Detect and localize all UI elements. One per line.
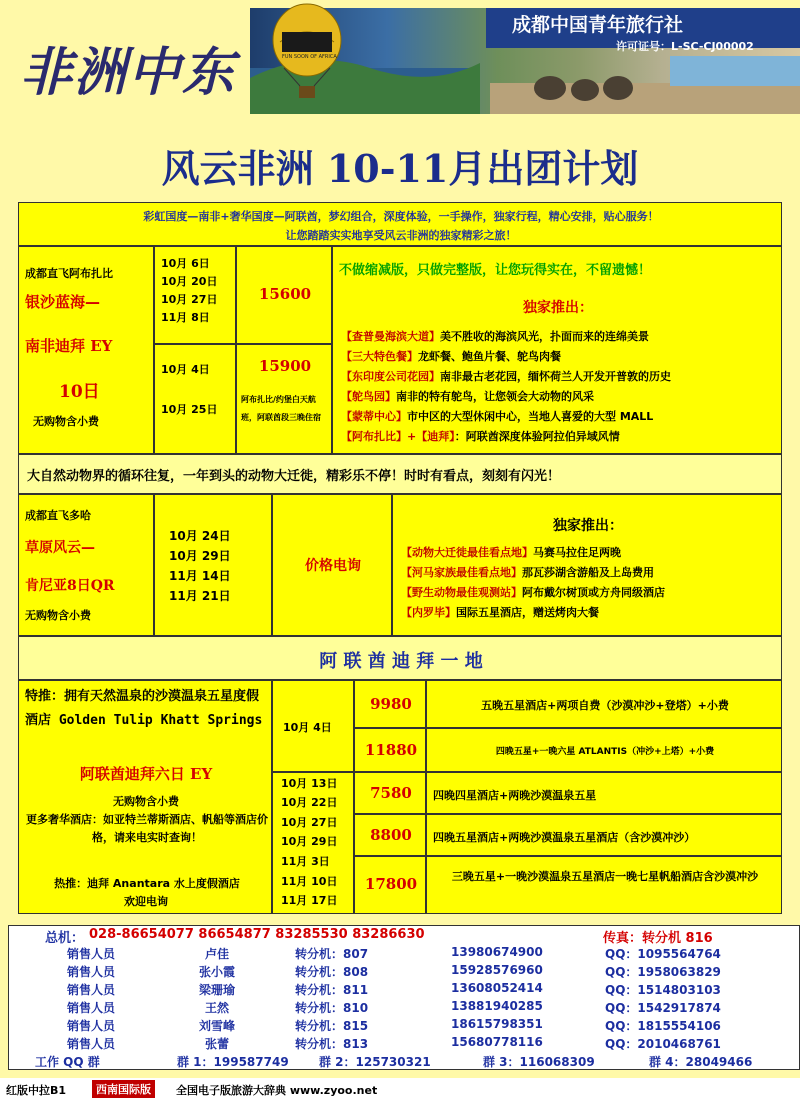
sa-feature xyxy=(341,387,594,407)
feature-text: 南非的特有鸵鸟，让您领会大动物的风采 xyxy=(396,390,594,403)
uae-special: 特推：拥有天然温泉的沙漠温泉五星度假酒店 Golden Tulip Khatt Springs xyxy=(25,689,263,728)
contact-panel xyxy=(8,925,800,1070)
uae-product-cell xyxy=(18,680,272,914)
staff-qq: QQ：1542917874 xyxy=(605,1001,721,1015)
staff-phone: 13608052414 xyxy=(451,981,543,995)
staff-qq: QQ：2010468761 xyxy=(605,1037,721,1051)
kenya-feature xyxy=(401,543,621,563)
footer-slogan: 全国电子版旅游大辞典 www.zyoo.net xyxy=(176,1084,378,1097)
uae-price-cell xyxy=(354,728,426,772)
uae-price-cell xyxy=(354,772,426,814)
feature-tag: 【查普曼海滨大道】 xyxy=(341,330,440,343)
staff-row xyxy=(9,998,800,1015)
license-number: 许可证号：L-SC-CJ00002 xyxy=(616,40,754,53)
staff-qq: QQ：1095564764 xyxy=(605,947,721,961)
kenya-banner xyxy=(18,454,782,494)
staff-name: 张小霞 xyxy=(199,965,236,979)
staff-ext: 转分机：813 xyxy=(295,1037,369,1051)
uae-desc-cell xyxy=(426,814,782,856)
sa-price-a: 15600 xyxy=(258,285,312,303)
feature-text: 龙虾餐、鲍鱼片餐、鸵鸟肉餐 xyxy=(418,350,561,363)
sa-origin: 成都直飞阿布扎比 xyxy=(25,267,113,280)
sa-price-b: 15900 xyxy=(258,357,312,375)
feature-text: 马赛马拉住足两晚 xyxy=(533,546,621,559)
uae-date-a-cell xyxy=(272,680,354,772)
staff-role: 销售人员 xyxy=(67,983,116,997)
feature-tag: 【鸵鸟园】 xyxy=(341,390,396,403)
kenya-name-1: 草原风云— xyxy=(25,540,95,556)
uae-name: 阿联酋迪拜六日 EY xyxy=(79,765,213,783)
uae-desc-cell xyxy=(426,680,782,728)
staff-row xyxy=(9,1016,800,1033)
page-title: 风云非洲 10-11月出团计划 xyxy=(161,146,639,191)
feature-tag: 【阿布扎比】+【迪拜】 xyxy=(341,430,455,443)
sa-features-cell xyxy=(332,246,782,454)
sa-name-1: 银沙蓝海— xyxy=(25,293,101,311)
staff-row xyxy=(9,962,800,979)
sa-dates-a-cell xyxy=(154,246,236,344)
feature-tag: 【野生动物最佳观测站】 xyxy=(401,586,522,599)
feature-text: 阿布戴尔树顶或方舟同级酒店 xyxy=(522,586,665,599)
staff-phone: 15680778116 xyxy=(451,1035,543,1049)
footer-page: 红版中拉B1 xyxy=(6,1084,67,1097)
staff-role: 销售人员 xyxy=(67,947,116,961)
agency-name: 成都中国青年旅行社 xyxy=(512,14,684,36)
kenya-price: 价格电询 xyxy=(305,558,361,574)
staff-role: 销售人员 xyxy=(67,1037,116,1051)
feature-text: 那瓦莎湖含游船及上岛费用 xyxy=(522,566,654,579)
feature-tag: 【东印度公司花园】 xyxy=(341,370,440,383)
feature-text: 美不胜收的海滨风光，扑面而来的连绵美景 xyxy=(440,330,649,343)
kenya-date: 10月 24日 xyxy=(169,529,231,543)
staff-qq: QQ：1815554106 xyxy=(605,1019,721,1033)
uae-price: 8800 xyxy=(370,826,412,844)
uae-price: 7580 xyxy=(370,784,412,802)
kenya-dates-cell xyxy=(154,494,272,636)
uae-price: 9980 xyxy=(370,695,412,713)
sa-exclusive-title: 独家推出： xyxy=(523,300,593,316)
staff-ext: 转分机：808 xyxy=(295,965,369,979)
staff-phone: 18615798351 xyxy=(451,1017,543,1031)
uae-hot: 热推：迪拜 Anantara 水上度假酒店 xyxy=(54,877,240,890)
kenya-date: 10月 29日 xyxy=(169,549,231,563)
staff-ext: 转分机：810 xyxy=(295,1001,369,1015)
staff-row xyxy=(9,1034,800,1051)
feature-tag: 【内罗毕】 xyxy=(401,606,456,619)
kenya-date: 11月 14日 xyxy=(169,569,231,583)
sa-feature xyxy=(341,347,561,367)
kenya-banner-text: 大自然动物界的循环往复，一年到头的动物大迁徙，精彩乐不停！时时有看点，刻刻有闪光！ xyxy=(27,469,561,484)
sa-feature xyxy=(341,327,649,347)
kenya-note: 无购物含小费 xyxy=(25,609,91,622)
feature-text: ：阿联酋深度体验阿拉伯异域风情 xyxy=(454,430,620,443)
kenya-product-cell xyxy=(18,494,154,636)
sa-price-b-note: 阿布扎比/约堡白天航班，阿联酋段三晚住宿 xyxy=(241,395,321,422)
staff-name: 张蕾 xyxy=(205,1037,230,1051)
uae-price-cell xyxy=(354,856,426,914)
uae-desc-cell xyxy=(426,856,782,914)
sa-date: 10月 4日 xyxy=(161,363,210,376)
uae-date: 10月 29日 xyxy=(281,835,338,848)
uae-price-cell xyxy=(354,680,426,728)
staff-row xyxy=(9,944,800,961)
uae-desc: 五晚五星酒店+两项自费（沙漠冲沙+登塔）+小费 xyxy=(481,699,729,712)
qq-group: 群 4：28049466 xyxy=(649,1055,753,1069)
sa-feature xyxy=(341,427,620,447)
sa-name-2: 南非迪拜 EY xyxy=(25,337,113,355)
balloon-logo xyxy=(270,2,344,102)
staff-phone: 13881940285 xyxy=(451,999,543,1013)
uae-date: 10月 13日 xyxy=(281,777,338,790)
uae-desc: 四晚四星酒店+两晚沙漠温泉五星 xyxy=(433,789,597,802)
uae-desc: 三晚五星+一晚沙漠温泉五星酒店一晚七星帆船酒店含沙漠冲沙 xyxy=(451,870,759,883)
qq-group: 群 1：199587749 xyxy=(177,1055,289,1069)
staff-qq: QQ：1958063829 xyxy=(605,965,721,979)
staff-qq: QQ：1514803103 xyxy=(605,983,721,997)
uae-banner xyxy=(18,636,782,680)
sa-date: 10月 6日 xyxy=(161,257,210,270)
uae-price: 11880 xyxy=(364,741,418,759)
sa-date: 10月 20日 xyxy=(161,275,218,288)
uae-desc: 四晚五星+一晚六星 ATLANTIS（冲沙+上塔）+小费 xyxy=(495,747,715,757)
sa-dates-b-cell xyxy=(154,344,236,454)
intro-line-1: 彩虹国度—南非+奢华国度—阿联酋，梦幻组合，深度体验，一手操作，独家行程，精心安排，贴心服务！ xyxy=(143,210,659,223)
sa-date: 10月 25日 xyxy=(161,403,218,416)
uae-date: 10月 27日 xyxy=(281,816,338,829)
staff-name: 梁珊瑜 xyxy=(199,983,236,997)
qq-group: 群 2：125730321 xyxy=(319,1055,431,1069)
sa-price-b-cell xyxy=(236,344,332,454)
staff-ext: 转分机：815 xyxy=(295,1019,369,1033)
uae-banner-text: 阿 联 酋 迪 拜 一 地 xyxy=(319,651,483,672)
kenya-name-2: 肯尼亚8日QR xyxy=(25,578,115,594)
kenya-feature xyxy=(401,603,599,623)
intro-line-2: 让您踏踏实实地享受风云非洲的独家精彩之旅！ xyxy=(285,229,517,242)
uae-more: 更多奢华酒店：如亚特兰蒂斯酒店、帆船等酒店价格，请来电实时查询！ xyxy=(26,813,268,844)
uae-price-cell xyxy=(354,814,426,856)
feature-tag: 【三大特色餐】 xyxy=(341,350,418,363)
footer-brand: 西南国际版 xyxy=(92,1080,155,1098)
kenya-origin: 成都直飞多哈 xyxy=(25,509,91,522)
logo-text: 非洲中东 xyxy=(20,42,237,103)
sa-note: 无购物含小费 xyxy=(33,415,99,428)
staff-phone: 15928576960 xyxy=(451,963,543,977)
staff-ext: 转分机：811 xyxy=(295,983,369,997)
uae-date: 11月 10日 xyxy=(281,875,338,888)
uae-desc-cell xyxy=(426,772,782,814)
kenya-feature xyxy=(401,583,665,603)
fax: 传真：转分机 816 xyxy=(603,931,713,946)
uae-date: 10月 22日 xyxy=(281,796,338,809)
staff-role: 销售人员 xyxy=(67,965,116,979)
contact-main-row xyxy=(9,926,800,946)
kenya-date: 11月 21日 xyxy=(169,589,231,603)
sa-slogan: 不做缩减版，只做完整版，让您玩得实在，不留遗憾！ xyxy=(339,263,652,278)
staff-role: 销售人员 xyxy=(67,1019,116,1033)
main-numbers: 028-86654077 86654877 83285530 83286630 xyxy=(89,927,425,942)
sa-days: 10日 xyxy=(59,382,100,402)
uae-dates-b-cell xyxy=(272,772,354,914)
staff-name: 王然 xyxy=(205,1001,230,1015)
uae-desc: 四晚五星酒店+两晚沙漠温泉五星酒店（含沙漠冲沙） xyxy=(433,831,696,844)
uae-date: 11月 3日 xyxy=(281,855,330,868)
kenya-exclusive-title: 独家推出： xyxy=(553,518,623,534)
kenya-features-cell xyxy=(392,494,782,636)
main-label: 总机： xyxy=(45,931,85,946)
staff-name: 刘雪峰 xyxy=(199,1019,236,1033)
uae-price: 17800 xyxy=(364,875,418,893)
sa-feature xyxy=(341,367,671,387)
qq-group-label: 工作 QQ 群 xyxy=(35,1055,100,1069)
uae-date: 10月 4日 xyxy=(283,721,332,734)
uae-desc-cell xyxy=(426,728,782,772)
feature-tag: 【河马家族最佳看点地】 xyxy=(401,566,522,579)
kenya-price-cell xyxy=(272,494,392,636)
feature-tag: 【动物大迁徙最佳看点地】 xyxy=(401,546,533,559)
uae-hot-2: 欢迎电询 xyxy=(124,895,168,908)
staff-row xyxy=(9,980,800,997)
staff-role: 销售人员 xyxy=(67,1001,116,1015)
header xyxy=(0,0,800,118)
uae-date: 11月 17日 xyxy=(281,894,338,907)
sa-feature xyxy=(341,407,653,427)
qq-group: 群 3：116068309 xyxy=(483,1055,595,1069)
staff-phone: 13980674900 xyxy=(451,945,543,959)
feature-text: 南非最古老花园，缅怀荷兰人开发开普敦的历史 xyxy=(440,370,671,383)
kenya-feature xyxy=(401,563,654,583)
balloon-caption: FUN SOON OF AFRICA xyxy=(282,54,337,60)
intro-box xyxy=(18,202,782,246)
feature-text: 国际五星酒店，赠送烤肉大餐 xyxy=(456,606,599,619)
uae-note: 无购物含小费 xyxy=(113,795,179,808)
sa-date: 11月 8日 xyxy=(161,311,210,324)
sa-date: 10月 27日 xyxy=(161,293,218,306)
sa-product-cell xyxy=(18,246,154,454)
footer xyxy=(0,1078,800,1100)
staff-name: 卢佳 xyxy=(205,947,230,961)
agency-box xyxy=(486,8,800,53)
feature-text: 市中区的大型休闲中心，当地人喜爱的大型 MALL xyxy=(407,410,654,423)
feature-tag: 【蒙蒂中心】 xyxy=(341,410,407,423)
qq-group-row xyxy=(9,1052,800,1069)
sa-price-a-cell xyxy=(236,246,332,344)
staff-ext: 转分机：807 xyxy=(295,947,369,961)
